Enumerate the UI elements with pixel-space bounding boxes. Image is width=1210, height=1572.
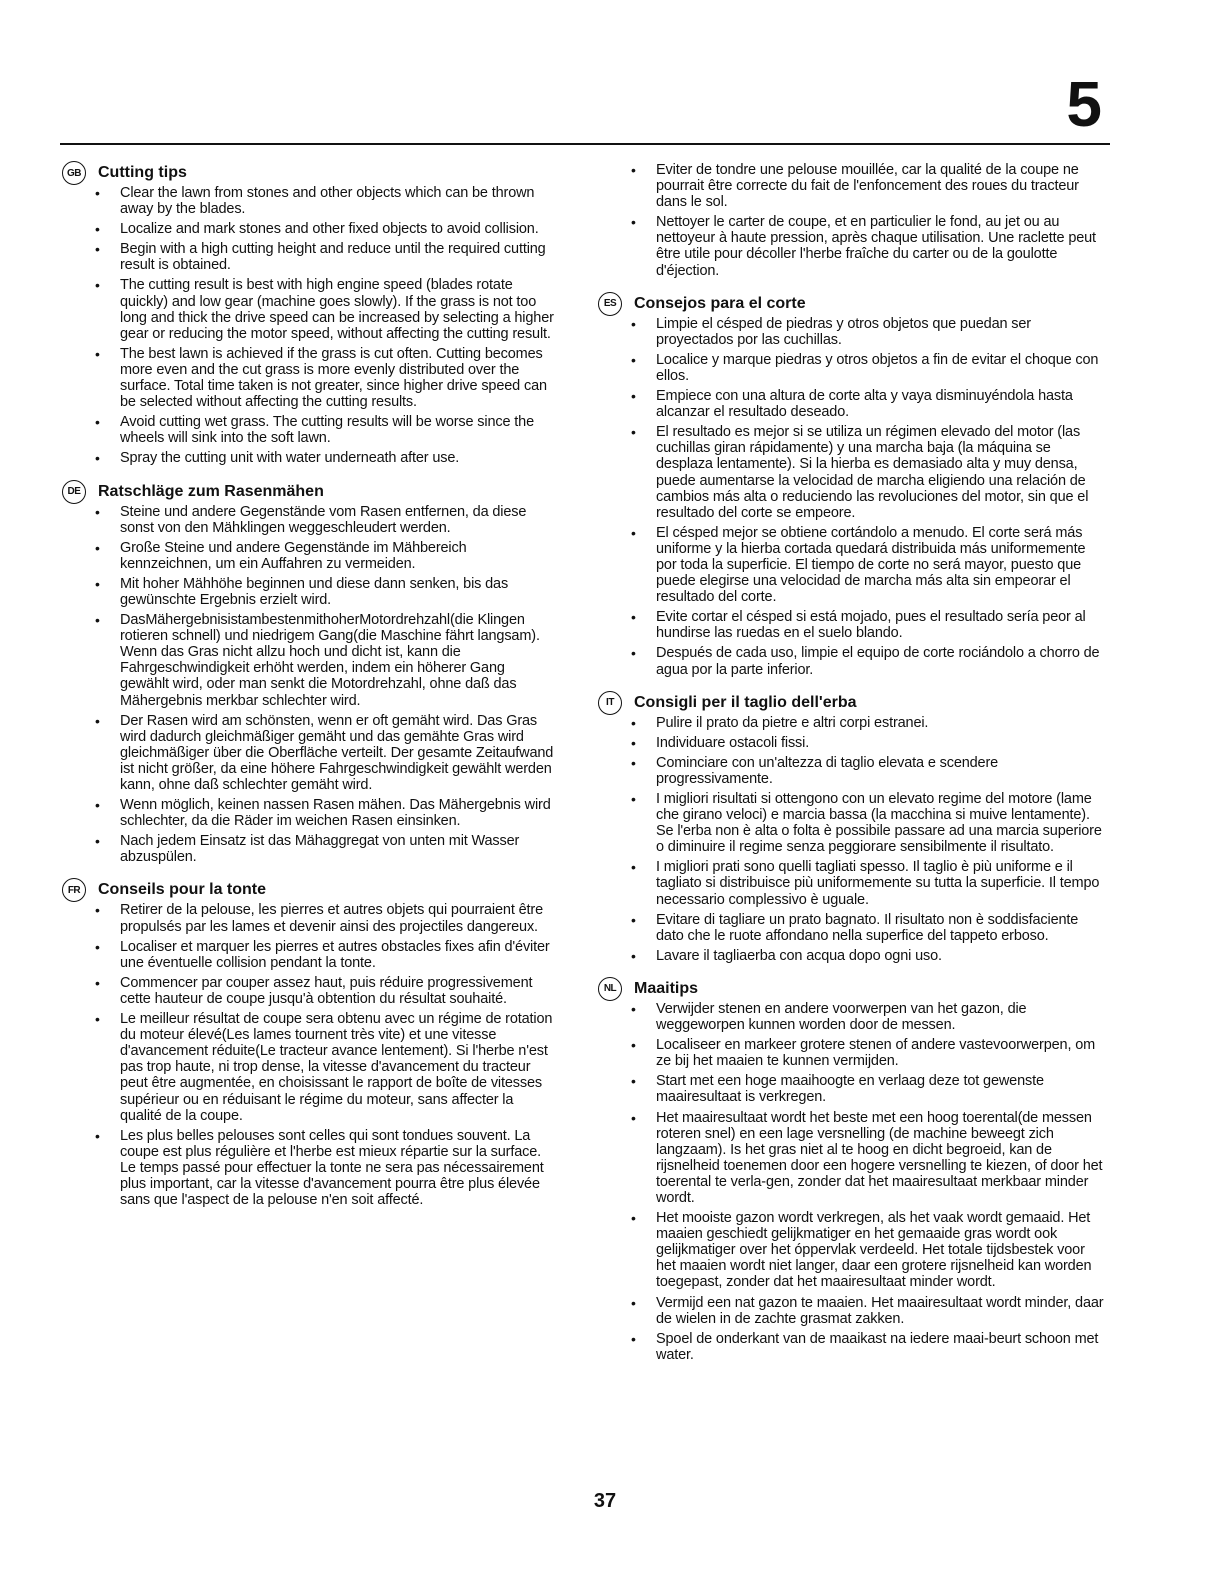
list-item: • Große Steine und andere Gegenstände im Mähbereich kennzeichnen, um ein Auffahren zu vermeiden. xyxy=(62,540,554,572)
section-heading xyxy=(598,978,1104,1000)
list-item: • Les plus belles pelouses sont celles qui sont tondues souvent. La coupe est plus régulière et l'herbe est mieux répartie sur la surface. Le temps passé pour effectuer la tonte ne sera pas nécessairement plus important, car la vitesse d'avancement pourra être plus élevée sans que l'aspect de la pelouse n'en soit affecté. xyxy=(62,1128,554,1208)
language-badge-icon: FR xyxy=(62,878,86,902)
list-item: • Nach jedem Einsatz ist das Mähaggregat von unten mit Wasser abzuspülen. xyxy=(62,833,554,865)
list-item: • Lavare il tagliaerba con acqua dopo ogni uso. xyxy=(598,948,1104,964)
section-heading xyxy=(598,293,1104,315)
list-item: • Clear the lawn from stones and other objects which can be thrown away by the blades. xyxy=(62,185,554,217)
list-item: • Het maairesultaat wordt het beste met een hoog toerental(de messen roteren snel) en een lage versnelling (de machine beweegt zich langzaam). Is het gras niet al te hoog en dicht begroeid, kan de rijsnelheid toenemen door een hogere versnelling te kiezen, of door het toerental te verla-gen, zonder dat het maairesultaat merkbaar minder wordt. xyxy=(598,1110,1104,1207)
list-item: • Retirer de la pelouse, les pierres et autres objets qui pourraient être propulsés par les lames et devenir ainsi des projectiles dangereux. xyxy=(62,902,554,934)
section-title: Consejos para el corte xyxy=(634,294,806,312)
list-item: • Cominciare con un'altezza di taglio elevata e scendere progressivamente. xyxy=(598,755,1104,787)
list-item: • Start met een hoge maaihoogte en verlaag deze tot gewenste maairesultaat is verkregen. xyxy=(598,1073,1104,1105)
section-heading xyxy=(62,481,554,503)
list-item: • El resultado es mejor si se utiliza un régimen elevado del motor (las cuchillas giran rápidamente) y una marcha baja (la máquina se desplaza lentamente). Si la hierba es demasiado alta y muy densa, puede aumentarse la velocidad de marcha eligiendo una relación de cambios más alta o reduciendo las revoluciones del motor, sin que el resultado del corte se empeore. xyxy=(598,424,1104,521)
tips-list xyxy=(62,185,554,467)
list-item: • Het mooiste gazon wordt verkregen, als het vaak wordt gemaaid. Het maaien geschiedt gelijkmatiger en het gemaaide gras wordt ook gelijkmatiger over het óppervlak verdeeld. Het totale tijdsbestek voor het maaien wordt niet langer, daar een grotere rijsnelheid kan worden toegepast, zonder dat het maairesultaat minder wordt. xyxy=(598,1210,1104,1290)
tips-list xyxy=(62,902,554,1208)
section-title: Consigli per il taglio dell'erba xyxy=(634,693,857,711)
list-item: • Evitare di tagliare un prato bagnato. Il risultato non è soddisfaciente dato che le ruote affondano nella superfice del tappeto erboso. xyxy=(598,912,1104,944)
list-item: • I migliori risultati si ottengono con un elevato regime del motore (lame che girano veloci) e marcia bassa (la macchina si muive lentamente). Se l'erba non è alta o folta è possibile passare ad una marcia superiore o diminuire il regime senza peggiorare sensibilmente il risultato. xyxy=(598,791,1104,855)
section-es xyxy=(598,293,1104,678)
list-item: • Le meilleur résultat de coupe sera obtenu avec un régime de rotation du moteur élevé(Les lames tournent très vite) et une vitesse d'avancement réduite(Le tracteur avance lentement). Si l'herbe n'est pas trop haute, ni trop dense, la vitesse d'avancement du tracteur peut être augmentée, en choisissant le rapport de boîte de vitesses supérieur ou en réduisant le régime du moteur, sans affecter la qualité de la coupe. xyxy=(62,1011,554,1124)
section-heading xyxy=(62,162,554,184)
list-item: • Localiseer en markeer grotere stenen of andere vastevoorwerpen, om ze bij het maaien te kunnen vermijden. xyxy=(598,1037,1104,1069)
list-item: • The cutting result is best with high engine speed (blades rotate quickly) and low gear (machine goes slowly). If the grass is not too long and thick the drive speed can be increased by selecting a higher gear or reducing the motor speed, without affecting the cutting result. xyxy=(62,277,554,341)
list-item: • Begin with a high cutting height and reduce until the required cutting result is obtained. xyxy=(62,241,554,273)
section-title: Cutting tips xyxy=(98,164,187,181)
language-badge-icon: GB xyxy=(62,161,86,185)
list-item: • Spray the cutting unit with water underneath after use. xyxy=(62,450,554,466)
list-item: • Avoid cutting wet grass. The cutting results will be worse since the wheels will sink into the soft lawn. xyxy=(62,414,554,446)
language-badge-icon: DE xyxy=(62,480,86,504)
list-item: • Después de cada uso, limpie el equipo de corte rociándolo a chorro de agua por la parte inferior. xyxy=(598,645,1104,677)
list-item: • Pulire il prato da pietre e altri corpi estranei. xyxy=(598,715,1104,731)
list-item: • Spoel de onderkant van de maaikast na iedere maai-beurt schoon met water. xyxy=(598,1331,1104,1363)
section-gb xyxy=(62,162,554,467)
language-badge-icon: NL xyxy=(598,977,622,1001)
list-item: • Localiser et marquer les pierres et autres obstacles fixes afin d'éviter une éventuelle collision pendant la tonte. xyxy=(62,939,554,971)
list-item: • Evite cortar el césped si está mojado, pues el resultado sería peor al hundirse las ruedas en el suelo blando. xyxy=(598,609,1104,641)
tips-list xyxy=(598,162,1104,279)
language-badge-icon: ES xyxy=(598,292,622,316)
section-title: Ratschläge zum Rasenmähen xyxy=(98,482,324,500)
section-heading xyxy=(598,692,1104,714)
section-nl xyxy=(598,978,1104,1363)
list-item: • Localize and mark stones and other fixed objects to avoid collision. xyxy=(62,221,554,237)
list-item: • Limpie el césped de piedras y otros objetos que puedan ser proyectados por las cuchillas. xyxy=(598,316,1104,348)
list-item: • Steine und andere Gegenstände vom Rasen entfernen, da diese sonst von den Mähklingen weggeschleudert werden. xyxy=(62,504,554,536)
list-item: • The best lawn is achieved if the grass is cut often. Cutting becomes more even and the cut grass is more evenly distributed over the surface. Total time taken is not greater, since higher drive speed can be selected without affecting the cutting results. xyxy=(62,346,554,410)
list-item: • Empiece con una altura de corte alta y vaya disminuyéndola hasta alcanzar el resultado deseado. xyxy=(598,388,1104,420)
list-item: • I migliori prati sono quelli tagliati spesso. Il taglio è più uniforme e il tagliato si distribuisce più uniformemente su tutta la superficie. Il tempo necessario complessivo è uguale. xyxy=(598,859,1104,907)
language-badge-icon: IT xyxy=(598,691,622,715)
section-title: Maaitips xyxy=(634,979,699,997)
list-item: • Localice y marque piedras y otros objetos a fin de evitar el choque con ellos. xyxy=(598,352,1104,384)
list-item: • Der Rasen wird am schönsten, wenn er oft gemäht wird. Das Gras wird dadurch gleichmäßiger gemäht und das gemähte Gras wird gleichmäßiger über die Oberfläche verteilt. Der gesamte Zeitaufwand ist nicht größer, da eine höhere Fahrgeschwindigkeit gewählt werden kann, ohne daß schlechter gemäht wird. xyxy=(62,713,554,793)
list-item: • Wenn möglich, keinen nassen Rasen mähen. Das Mähergebnis wird schlechter, da die Räder im weichen Rasen einsinken. xyxy=(62,797,554,829)
tips-list xyxy=(62,504,554,866)
list-item: • Verwijder stenen en andere voorwerpen van het gazon, die weggeworpen kunnen worden door de messen. xyxy=(598,1001,1104,1033)
section-de xyxy=(62,481,554,866)
list-item: • DasMähergebnisistambestenmithoherMotordrehzahl(die Klingen rotieren schnell) und niedrigem Gang(die Maschine fährt langsam). Wenn das Gras nicht allzu hoch und dicht ist, kann die Fahrgeschwindigkeit erhöht werden, indem ein höherer Gang gewählt wird, oder man senkt die Motordrehzahl, ohne daß das Mähergebnis merkbar schlechter wird. xyxy=(62,612,554,709)
tips-list xyxy=(598,316,1104,678)
list-item: • Nettoyer le carter de coupe, et en particulier le fond, au jet ou au nettoyeur à haute pression, après chaque utilisation. Une raclette peut être utile pour décoller l'herbe fraîche du carter ou de la goulotte d'éjection. xyxy=(598,214,1104,278)
section-fr xyxy=(62,879,554,1208)
list-item: • El césped mejor se obtiene cortándolo a menudo. El corte será más uniforme y la hierba cortada quedará distribuida más uniformemente por toda la superficie. El tiempo de corte no será mayor, puesto que puede elegirse una velocidad de marcha más alta sin empeorar el resultado del corte. xyxy=(598,525,1104,605)
list-item: • Eviter de tondre une pelouse mouillée, car la qualité de la coupe ne pourrait être correcte du fait de l'enfoncement des roues du tracteur dans le sol. xyxy=(598,162,1104,210)
list-item: • Vermijd een nat gazon te maaien. Het maairesultaat wordt minder, daar de wielen in de zachte grasmat zakken. xyxy=(598,1295,1104,1327)
chapter-number: 5 xyxy=(1066,68,1102,140)
section-it xyxy=(598,692,1104,964)
left-column xyxy=(62,162,554,1222)
tips-list xyxy=(598,1001,1104,1363)
list-item: • Commencer par couper assez haut, puis réduire progressivement cette hauteur de coupe jusqu'à obtention du résultat souhaité. xyxy=(62,975,554,1007)
list-item: • Individuare ostacoli fissi. xyxy=(598,735,1104,751)
page-number: 37 xyxy=(593,1490,617,1512)
right-column xyxy=(598,162,1104,1377)
section-title: Conseils pour la tonte xyxy=(98,881,267,899)
list-item: • Mit hoher Mähhöhe beginnen und diese dann senken, bis das gewünschte Ergebnis erzielt wird. xyxy=(62,576,554,608)
header-rule xyxy=(60,143,1110,145)
section-continued xyxy=(598,162,1104,279)
tips-list xyxy=(598,715,1104,964)
section-heading xyxy=(62,879,554,901)
